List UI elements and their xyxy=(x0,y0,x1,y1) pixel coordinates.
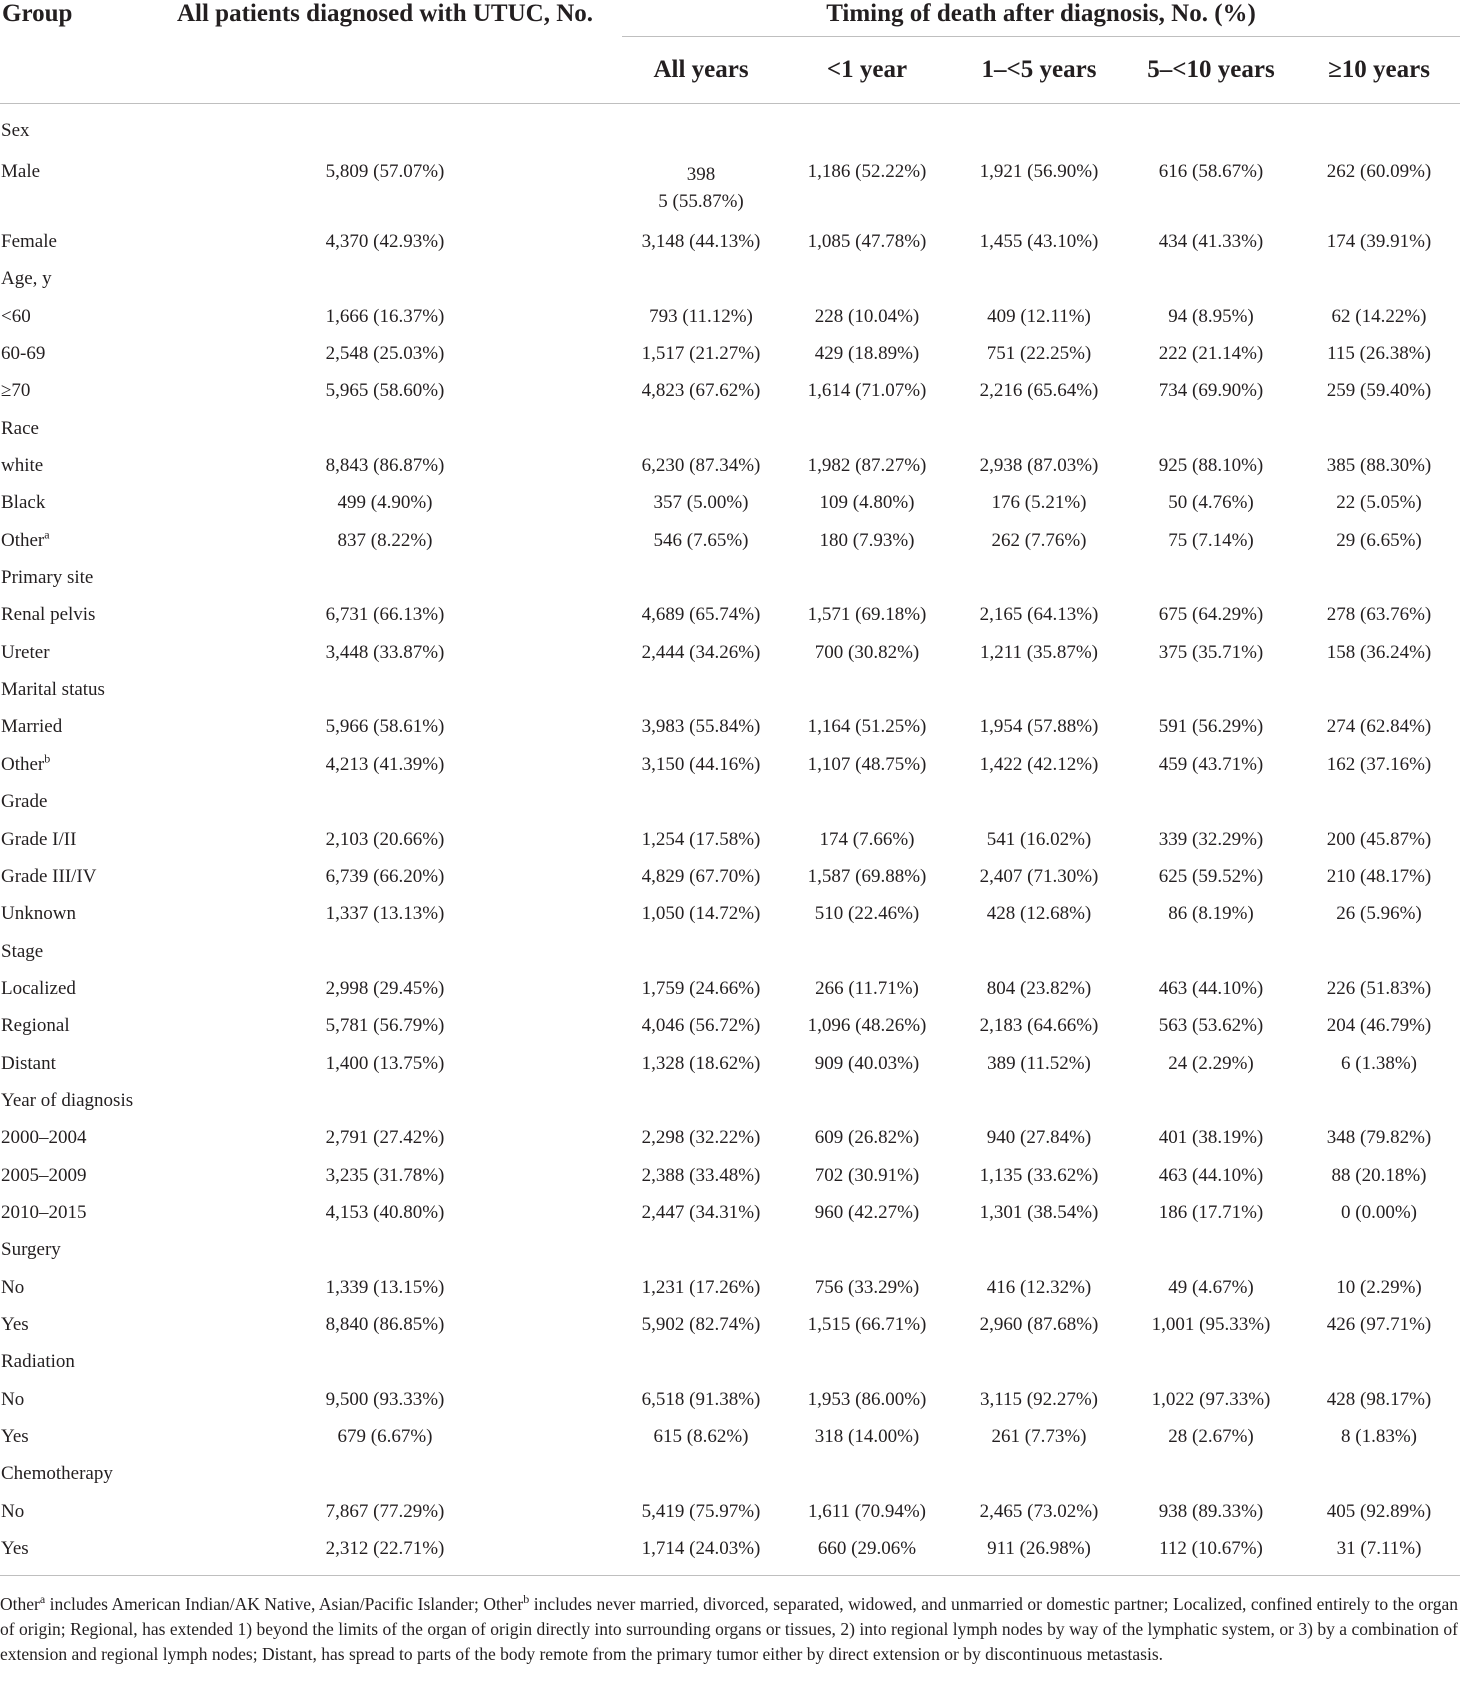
header-timing-of-death: Timing of death after diagnosis, No. (%) xyxy=(826,0,1256,27)
table-row xyxy=(0,597,1460,634)
row-label: No xyxy=(1,1500,25,1522)
cell-all-patients: 5,965 (58.60%) xyxy=(325,380,445,402)
table-row xyxy=(0,1530,1460,1577)
cell-timing-4: 262 (60.09%) xyxy=(1326,161,1432,183)
cell-timing-4: 278 (63.76%) xyxy=(1326,604,1432,626)
cell-timing-3: 675 (64.29%) xyxy=(1158,604,1264,626)
cell-timing-4: 162 (37.16%) xyxy=(1326,753,1432,775)
cell-timing-4: 158 (36.24%) xyxy=(1326,641,1432,663)
cell-all-patients: 679 (6.67%) xyxy=(337,1426,433,1448)
row-label: 2000–2004 xyxy=(1,1127,87,1149)
table-bottom-rule xyxy=(0,1575,1460,1576)
cell-timing-3: 28 (2.67%) xyxy=(1168,1426,1254,1448)
cell-timing-4: 26 (5.96%) xyxy=(1336,903,1422,925)
cell-timing-2: 2,407 (71.30%) xyxy=(979,865,1099,887)
row-label: Yes xyxy=(1,1426,29,1448)
cell-timing-2: 2,183 (64.66%) xyxy=(979,1015,1099,1037)
cell-timing-2: 804 (23.82%) xyxy=(986,977,1092,999)
row-label: white xyxy=(1,455,44,477)
cell-timing-2: 911 (26.98%) xyxy=(987,1538,1091,1560)
cell-timing-0: 546 (7.65%) xyxy=(653,529,749,551)
row-label: Female xyxy=(1,231,57,253)
cell-timing-4: 31 (7.11%) xyxy=(1336,1538,1422,1560)
cell-timing-1: 660 (29.06% xyxy=(817,1538,917,1560)
cell-timing-2: 389 (11.52%) xyxy=(987,1052,1091,1074)
cell-timing-2: 428 (12.68%) xyxy=(986,903,1092,925)
cell-timing-2: 2,216 (65.64%) xyxy=(979,380,1099,402)
cell-timing-2: 261 (7.73%) xyxy=(991,1426,1087,1448)
cell-all-patients: 499 (4.90%) xyxy=(337,492,433,514)
row-label: Male xyxy=(1,161,41,183)
table-row xyxy=(0,1418,1460,1455)
cell-timing-4: 405 (92.89%) xyxy=(1326,1500,1432,1522)
cell-timing-0: 615 (8.62%) xyxy=(653,1426,749,1448)
section-label: Sex xyxy=(1,119,30,141)
table-row xyxy=(0,709,1460,746)
cell-timing-0: 3,983 (55.84%) xyxy=(641,716,761,738)
cell-timing-3: 112 (10.67%) xyxy=(1159,1538,1263,1560)
cell-timing-2: 2,960 (87.68%) xyxy=(979,1313,1099,1335)
cell-all-patients: 837 (8.22%) xyxy=(337,529,433,551)
table-row xyxy=(0,447,1460,484)
cell-all-patients: 5,966 (58.61%) xyxy=(325,716,445,738)
table-row xyxy=(0,1493,1460,1530)
section-row xyxy=(0,104,1460,150)
cell-timing-0: 1,517 (21.27%) xyxy=(641,343,761,365)
cell-timing-0: 6,230 (87.34%) xyxy=(641,455,761,477)
cell-timing-2: 1,211 (35.87%) xyxy=(979,641,1099,663)
section-row xyxy=(0,261,1460,298)
cell-timing-1: 1,515 (66.71%) xyxy=(807,1313,927,1335)
cell-timing-0: 1,050 (14.72%) xyxy=(641,903,761,925)
cell-timing-4: 204 (46.79%) xyxy=(1326,1015,1432,1037)
cell-timing-2: 1,921 (56.90%) xyxy=(979,161,1099,183)
cell-timing-0: 1,759 (24.66%) xyxy=(641,977,761,999)
cell-timing-1: 1,085 (47.78%) xyxy=(807,231,927,253)
cell-timing-4: 62 (14.22%) xyxy=(1331,305,1427,327)
header-group: Group xyxy=(2,0,73,27)
cell-timing-0: 5,902 (82.74%) xyxy=(641,1313,761,1335)
cell-timing-3: 375 (35.71%) xyxy=(1158,641,1264,663)
cell-timing-1: 702 (30.91%) xyxy=(814,1164,920,1186)
cell-timing-3: 1,001 (95.33%) xyxy=(1151,1313,1271,1335)
header-under-1-year: <1 year xyxy=(780,37,954,104)
cell-timing-3: 925 (88.10%) xyxy=(1158,455,1264,477)
row-label: Other$^a$ xyxy=(1,527,50,551)
cell-all-patients: 8,843 (86.87%) xyxy=(325,455,445,477)
cell-timing-4: 0 (0.00%) xyxy=(1341,1201,1418,1223)
cell-timing-0: 2,447 (34.31%) xyxy=(641,1201,761,1223)
cell-timing-1: 1,614 (71.07%) xyxy=(807,380,927,402)
table-row xyxy=(0,970,1460,1007)
table-row xyxy=(0,373,1460,410)
table-body xyxy=(0,104,1460,1578)
row-label: Renal pelvis xyxy=(1,604,96,626)
cell-timing-0: 4,823 (67.62%) xyxy=(641,380,761,402)
table-row xyxy=(0,298,1460,335)
table-row xyxy=(0,1306,1460,1343)
cell-timing-2: 262 (7.76%) xyxy=(991,529,1087,551)
cell-timing-3: 49 (4.67%) xyxy=(1168,1276,1254,1298)
cell-timing-1: 318 (14.00%) xyxy=(814,1426,920,1448)
cell-timing-0: 3,150 (44.16%) xyxy=(641,753,761,775)
cell-timing-0: 4,829 (67.70%) xyxy=(641,865,761,887)
cell-all-patients: 2,548 (25.03%) xyxy=(325,343,445,365)
cell-timing-3: 401 (38.19%) xyxy=(1158,1127,1264,1149)
row-label: Distant xyxy=(1,1052,56,1074)
cell-timing-1: 1,107 (48.75%) xyxy=(807,753,927,775)
cell-timing-3: 463 (44.10%) xyxy=(1158,1164,1264,1186)
cell-timing-3: 459 (43.71%) xyxy=(1158,753,1264,775)
cell-timing-1: 266 (11.71%) xyxy=(815,977,919,999)
cell-timing-0: 5,419 (75.97%) xyxy=(641,1500,761,1522)
table-row xyxy=(0,1008,1460,1045)
cell-timing-4: 200 (45.87%) xyxy=(1326,828,1432,850)
row-label: ≥70 xyxy=(1,380,31,402)
table-row xyxy=(0,149,1460,223)
header-all-years: All years xyxy=(622,37,780,104)
cell-timing-4: 348 (79.82%) xyxy=(1326,1127,1432,1149)
header-all-patients: All patients diagnosed with UTUC, No. xyxy=(176,0,594,27)
cell-timing-1: 756 (33.29%) xyxy=(814,1276,920,1298)
table-row xyxy=(0,896,1460,933)
cell-timing-2: 409 (12.11%) xyxy=(987,305,1091,327)
cell-timing-1: 174 (7.66%) xyxy=(819,828,915,850)
cell-timing-3: 222 (21.14%) xyxy=(1158,343,1264,365)
cell-timing-3: 463 (44.10%) xyxy=(1158,977,1264,999)
cell-timing-4: 115 (26.38%) xyxy=(1327,343,1431,365)
table-row xyxy=(0,821,1460,858)
cell-timing-1: 909 (40.03%) xyxy=(814,1052,920,1074)
cell-timing-4: 88 (20.18%) xyxy=(1331,1164,1427,1186)
cell-timing-1: 609 (26.82%) xyxy=(814,1127,920,1149)
cell-timing-3: 339 (32.29%) xyxy=(1158,828,1264,850)
section-row xyxy=(0,784,1460,821)
cell-timing-3: 1,022 (97.33%) xyxy=(1151,1388,1271,1410)
cell-timing-1: 1,571 (69.18%) xyxy=(807,604,927,626)
cell-timing-0: 2,444 (34.26%) xyxy=(641,641,761,663)
cell-timing-1: 1,587 (69.88%) xyxy=(807,865,927,887)
row-label: Regional xyxy=(1,1015,70,1037)
cell-timing-2: 3,115 (92.27%) xyxy=(979,1388,1099,1410)
section-row xyxy=(0,671,1460,708)
cell-timing-3: 563 (53.62%) xyxy=(1158,1015,1264,1037)
cell-timing-1: 1,096 (48.26%) xyxy=(807,1015,927,1037)
section-row xyxy=(0,410,1460,447)
cell-all-patients: 2,312 (22.71%) xyxy=(325,1538,445,1560)
section-label: Grade xyxy=(1,791,48,813)
cell-timing-3: 50 (4.76%) xyxy=(1168,492,1254,514)
cell-timing-0: 2,388 (33.48%) xyxy=(641,1164,761,1186)
table-row xyxy=(0,1381,1460,1418)
section-label: Chemotherapy xyxy=(1,1463,113,1485)
cell-all-patients: 6,731 (66.13%) xyxy=(325,604,445,626)
cell-timing-0: 4,046 (56.72%) xyxy=(641,1015,761,1037)
cell-timing-3: 591 (56.29%) xyxy=(1158,716,1264,738)
cell-all-patients: 2,998 (29.45%) xyxy=(325,977,445,999)
table-footnote: Other$^a$ includes American Indian/AK Native, Asian/Pacific Islander; Other$^b$ includes never married, divorced, separated, widowed, and unmarried or domestic partner; Localized, confined entirely to the organ of origin; Regional, has extended 1) beyond the limits of the organ of origin directly into surrounding organs or tissues, 2) into regional lymph nodes by way of the lymphatic system, or 3) by a combination of extension and regional lymph nodes; Distant, has spread to parts of the body remote from the primary tumor either by direct extension or by discontinuous metastasis. xyxy=(0,1592,1459,1664)
cell-timing-2: 541 (16.02%) xyxy=(986,828,1092,850)
section-row xyxy=(0,1082,1460,1119)
section-row xyxy=(0,1232,1460,1269)
cell-timing-4: 259 (59.40%) xyxy=(1326,380,1432,402)
cell-timing-2: 1,954 (57.88%) xyxy=(979,716,1099,738)
table-row xyxy=(0,1194,1460,1231)
table-row xyxy=(0,522,1460,559)
cell-timing-1: 1,953 (86.00%) xyxy=(807,1388,927,1410)
cell-timing-2: 1,301 (38.54%) xyxy=(979,1201,1099,1223)
cell-timing-1: 228 (10.04%) xyxy=(814,305,920,327)
cell-timing-2: 2,165 (64.13%) xyxy=(979,604,1099,626)
cell-timing-3: 94 (8.95%) xyxy=(1168,305,1254,327)
cell-timing-1: 510 (22.46%) xyxy=(814,903,920,925)
cell-all-patients: 2,791 (27.42%) xyxy=(325,1127,445,1149)
cell-timing-0: 357 (5.00%) xyxy=(653,492,749,514)
section-label: Year of diagnosis xyxy=(1,1089,134,1111)
cell-timing-0: 3,148 (44.13%) xyxy=(641,231,761,253)
row-label: <60 xyxy=(1,305,31,327)
cell-timing-0: 6,518 (91.38%) xyxy=(641,1388,761,1410)
cell-timing-3: 24 (2.29%) xyxy=(1168,1052,1254,1074)
table-row xyxy=(0,1120,1460,1157)
table-row xyxy=(0,335,1460,372)
cell-timing-2: 751 (22.25%) xyxy=(986,343,1092,365)
cell-timing-0: 398 5 (55.87%) xyxy=(658,164,744,213)
section-row xyxy=(0,933,1460,970)
cell-timing-0: 4,689 (65.74%) xyxy=(641,604,761,626)
cell-all-patients: 5,781 (56.79%) xyxy=(325,1015,445,1037)
cell-timing-2: 1,135 (33.62%) xyxy=(979,1164,1099,1186)
cell-all-patients: 4,370 (42.93%) xyxy=(325,231,445,253)
cell-timing-4: 210 (48.17%) xyxy=(1326,865,1432,887)
table-row xyxy=(0,746,1460,783)
cell-timing-2: 1,422 (42.12%) xyxy=(979,753,1099,775)
cell-timing-4: 274 (62.84%) xyxy=(1326,716,1432,738)
table-row xyxy=(0,223,1460,260)
cell-timing-1: 960 (42.27%) xyxy=(814,1201,920,1223)
cell-all-patients: 2,103 (20.66%) xyxy=(325,828,445,850)
cell-timing-1: 700 (30.82%) xyxy=(814,641,920,663)
cell-timing-0: 793 (11.12%) xyxy=(649,305,753,327)
row-label: No xyxy=(1,1388,25,1410)
cell-all-patients: 1,339 (13.15%) xyxy=(325,1276,445,1298)
cell-all-patients: 8,840 (86.85%) xyxy=(325,1313,445,1335)
table-row xyxy=(0,1045,1460,1082)
cell-timing-4: 426 (97.71%) xyxy=(1326,1313,1432,1335)
cell-timing-0: 1,328 (18.62%) xyxy=(641,1052,761,1074)
cell-timing-3: 434 (41.33%) xyxy=(1158,231,1264,253)
row-label: No xyxy=(1,1276,25,1298)
row-label: Other$^b$ xyxy=(1,751,51,775)
cell-timing-2: 940 (27.84%) xyxy=(986,1127,1092,1149)
section-label: Primary site xyxy=(1,567,94,589)
section-label: Race xyxy=(1,417,39,439)
table-row xyxy=(0,1269,1460,1306)
cell-all-patients: 6,739 (66.20%) xyxy=(325,865,445,887)
cell-timing-3: 625 (59.52%) xyxy=(1158,865,1264,887)
cell-timing-3: 75 (7.14%) xyxy=(1168,529,1254,551)
cell-timing-1: 1,186 (52.22%) xyxy=(807,161,927,183)
table-row xyxy=(0,1157,1460,1194)
header-5-to-10-years: 5–<10 years xyxy=(1124,37,1298,104)
header-1-to-5-years: 1–<5 years xyxy=(954,37,1124,104)
cell-timing-3: 86 (8.19%) xyxy=(1168,903,1254,925)
cell-timing-3: 186 (17.71%) xyxy=(1158,1201,1264,1223)
header-10-plus-years: ≥10 years xyxy=(1298,37,1460,104)
row-label: Yes xyxy=(1,1313,29,1335)
cell-all-patients: 4,213 (41.39%) xyxy=(325,753,445,775)
row-label: Grade I/II xyxy=(1,828,77,850)
row-label: 2005–2009 xyxy=(1,1164,87,1186)
cell-all-patients: 1,337 (13.13%) xyxy=(325,903,445,925)
section-row xyxy=(0,1456,1460,1493)
cell-timing-3: 616 (58.67%) xyxy=(1158,161,1264,183)
cell-timing-2: 416 (12.32%) xyxy=(986,1276,1092,1298)
row-label: Grade III/IV xyxy=(1,865,97,887)
section-label: Radiation xyxy=(1,1351,75,1373)
cell-timing-4: 385 (88.30%) xyxy=(1326,455,1432,477)
table-row xyxy=(0,858,1460,895)
row-label: Married xyxy=(1,716,63,738)
cell-timing-1: 1,982 (87.27%) xyxy=(807,455,927,477)
row-label: Black xyxy=(1,492,46,514)
cell-timing-1: 1,164 (51.25%) xyxy=(807,716,927,738)
cell-timing-1: 429 (18.89%) xyxy=(814,343,920,365)
cell-all-patients: 5,809 (57.07%) xyxy=(325,161,445,183)
section-label: Age, y xyxy=(1,268,52,290)
row-label: Localized xyxy=(1,977,76,999)
cell-timing-1: 180 (7.93%) xyxy=(819,529,915,551)
section-row xyxy=(0,559,1460,596)
cell-timing-4: 6 (1.38%) xyxy=(1341,1052,1418,1074)
cell-timing-4: 10 (2.29%) xyxy=(1336,1276,1422,1298)
cell-timing-1: 1,611 (70.94%) xyxy=(807,1500,927,1522)
cell-timing-0: 1,231 (17.26%) xyxy=(641,1276,761,1298)
section-label: Stage xyxy=(1,940,44,962)
cell-timing-2: 2,938 (87.03%) xyxy=(979,455,1099,477)
row-label: Yes xyxy=(1,1538,29,1560)
row-label: Unknown xyxy=(1,903,76,925)
cell-all-patients: 1,666 (16.37%) xyxy=(325,305,445,327)
cell-timing-3: 734 (69.90%) xyxy=(1158,380,1264,402)
cell-timing-2: 176 (5.21%) xyxy=(991,492,1087,514)
cell-timing-0: 2,298 (32.22%) xyxy=(641,1127,761,1149)
cell-all-patients: 3,235 (31.78%) xyxy=(325,1164,445,1186)
cell-all-patients: 1,400 (13.75%) xyxy=(325,1052,445,1074)
cell-timing-2: 2,465 (73.02%) xyxy=(979,1500,1099,1522)
row-label: 60-69 xyxy=(1,343,46,365)
cell-all-patients: 9,500 (93.33%) xyxy=(325,1388,445,1410)
cell-all-patients: 7,867 (77.29%) xyxy=(325,1500,445,1522)
section-row xyxy=(0,1344,1460,1381)
cell-timing-4: 174 (39.91%) xyxy=(1326,231,1432,253)
cell-timing-4: 29 (6.65%) xyxy=(1336,529,1422,551)
table-row xyxy=(0,634,1460,671)
section-label: Surgery xyxy=(1,1239,61,1261)
table-row xyxy=(0,485,1460,522)
cell-timing-2: 1,455 (43.10%) xyxy=(979,231,1099,253)
row-label: Ureter xyxy=(1,641,50,663)
cell-timing-1: 109 (4.80%) xyxy=(819,492,915,514)
cell-timing-0: 1,714 (24.03%) xyxy=(641,1538,761,1560)
cell-timing-4: 226 (51.83%) xyxy=(1326,977,1432,999)
cell-timing-4: 8 (1.83%) xyxy=(1341,1426,1418,1448)
cell-all-patients: 3,448 (33.87%) xyxy=(325,641,445,663)
row-label: 2010–2015 xyxy=(1,1201,87,1223)
cell-timing-4: 22 (5.05%) xyxy=(1336,492,1422,514)
cell-timing-0: 1,254 (17.58%) xyxy=(641,828,761,850)
section-label: Marital status xyxy=(1,679,105,701)
cell-timing-4: 428 (98.17%) xyxy=(1326,1388,1432,1410)
cell-all-patients: 4,153 (40.80%) xyxy=(325,1201,445,1223)
cell-timing-3: 938 (89.33%) xyxy=(1158,1500,1264,1522)
